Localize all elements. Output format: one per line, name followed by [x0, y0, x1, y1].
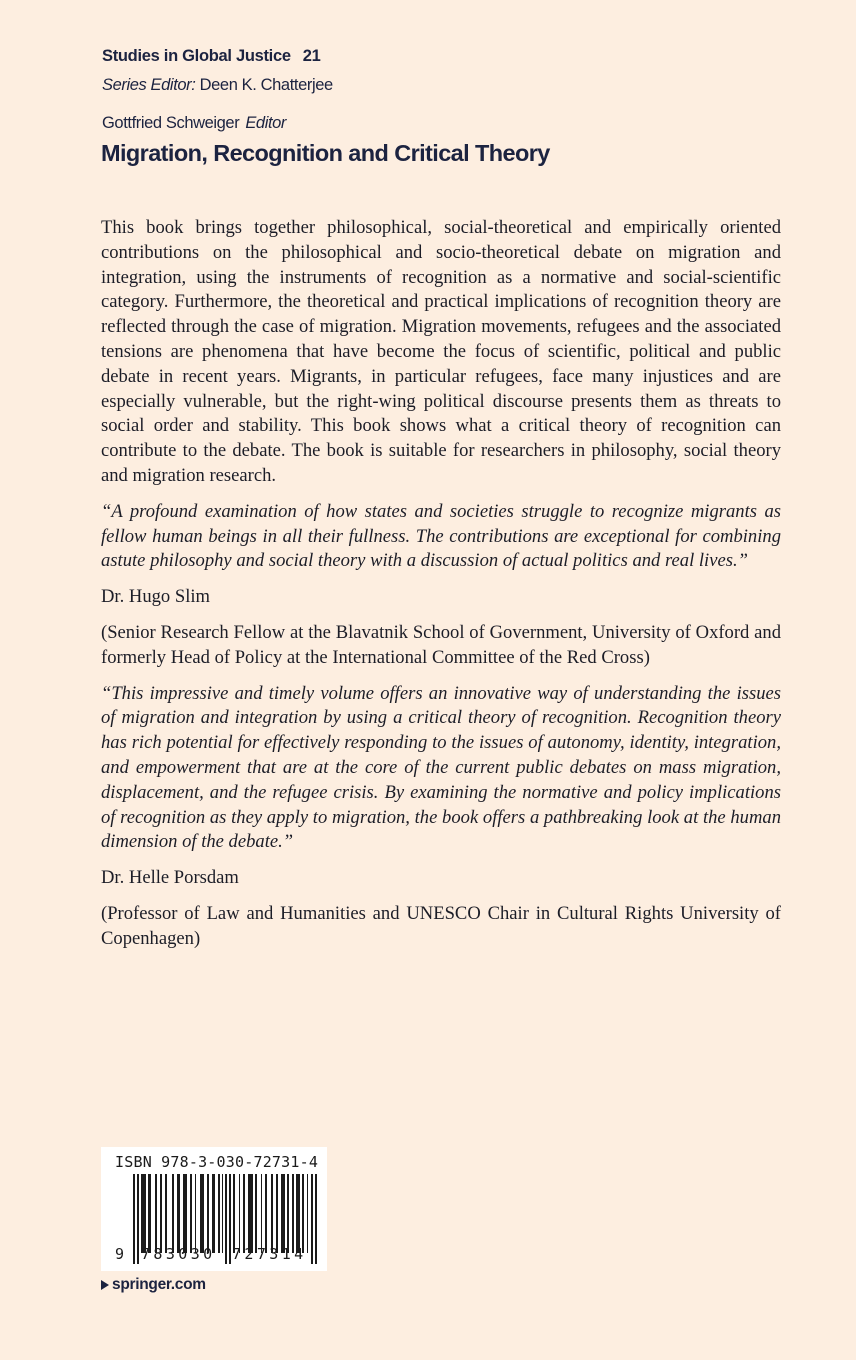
series-editor-name: Deen K. Chatterjee	[199, 76, 333, 94]
back-cover-text	[101, 216, 781, 963]
series-title	[102, 47, 320, 66]
series-number: 21	[302, 47, 321, 65]
description: This book brings together philosophical, social-theoretical and empirically oriented contributions on the philosophical and socio-theoretical debate on migration and integration, using the instruments of recognition as a normative and social-scientific category. Furthermore, the theoretical and practical implications of recognition theory are reflected through the case of migration. Migration movements, refugees and the associated tensions are phenomena that have become the focus of scientific, political and public debate in recent years. Migrants, in particular refugees, face many injustices and are especially vulnerable, but the right-wing political discourse presents them as threats to social order and stability. This book shows what a critical theory of recognition can contribute to the debate. The book is suitable for researchers in philosophy, social theory and migration research.	[101, 217, 781, 486]
series-name: Studies in Global Justice	[102, 47, 291, 65]
series-editor	[102, 76, 333, 95]
endorsement-author: Dr. Hugo Slim	[101, 586, 210, 608]
ean-left-group: 783030	[141, 1245, 216, 1263]
endorsement-quote: “A profound examination of how states and societies struggle to recognize migrants as fellow human beings in all their fullness. The contributions are exceptional for combining astute philosophy and social theory with a discussion of actual politics and real lives.”	[101, 500, 781, 572]
isbn-label: ISBN 978-3-030-72731-4	[115, 1153, 319, 1171]
springer-link[interactable]	[101, 1276, 206, 1294]
ean-first-digit: 9	[115, 1245, 125, 1263]
springer-link-label: springer.com	[112, 1276, 206, 1293]
endorsement-affiliation: (Senior Research Fellow at the Blavatnik School of Government, University of Oxford and formerly Head of Policy at the International Committee of the Red Cross)	[101, 621, 781, 668]
endorsement-author: Dr. Helle Porsdam	[101, 867, 239, 889]
play-arrow-icon	[101, 1280, 109, 1290]
series-editor-label: Series Editor:	[102, 76, 196, 94]
endorsement-quote: “This impressive and timely volume offers an innovative way of understanding the issues of migration and integration by using a critical theory of recognition. Recognition theory has rich potential for effectively responding to the issues of autonomy, identity, integration, and empowerment that are at the core of the current public debates on mass migration, displacement, and the refugee crisis. By examining the normative and policy implications of recognition as they apply to migration, the book offers a pathbreaking look at the human dimension of the debate.”	[101, 682, 781, 853]
editor-role: Editor	[245, 114, 287, 132]
isbn-barcode	[101, 1147, 327, 1271]
book-title: Migration, Recognition and Critical Theory	[101, 140, 550, 166]
ean-right-group: 727314	[232, 1245, 307, 1263]
book-editor	[102, 114, 286, 133]
editor-name: Gottfried Schweiger	[102, 114, 240, 132]
endorsement-affiliation: (Professor of Law and Humanities and UNESCO Chair in Cultural Rights University of Copenhagen)	[101, 902, 781, 949]
